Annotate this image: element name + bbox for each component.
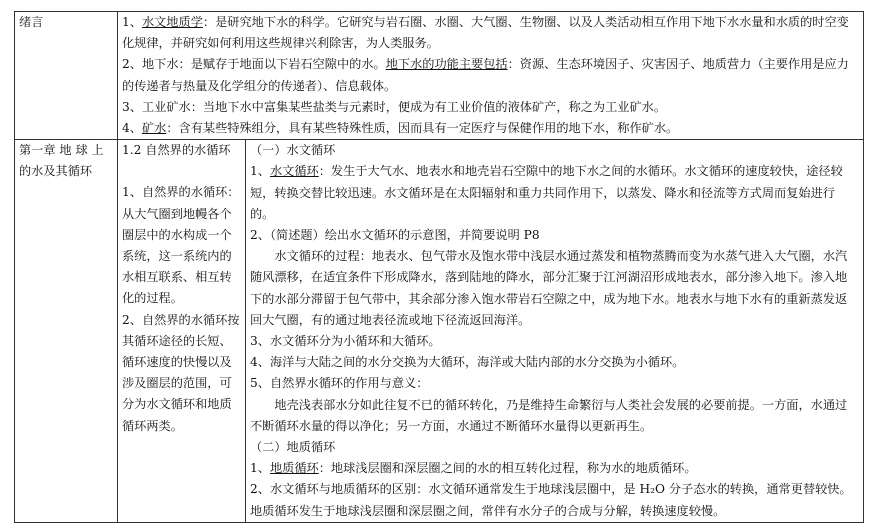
intro-item-1 bbox=[122, 12, 859, 54]
item-number: 1、 bbox=[250, 164, 270, 179]
notes-table bbox=[14, 11, 864, 523]
item-text: 地下水：是赋存于地面以下岩石空隙中的水。 bbox=[141, 57, 386, 72]
chapter1-heading: 第一章 地 球 上的水及其循环 bbox=[15, 140, 118, 523]
item-text: ：地球浅层圈和深层圈之间的水的相互转化过程，称为水的地质循环。 bbox=[318, 461, 697, 476]
hydro-process: 水文循环的过程：地表水、包气带水及饱水带中浅层水通过蒸发和植物蒸腾而变为水蒸气进入大气圈，水汽随风漂移，在适宜条件下形成降水，落到陆地的降水，部分汇聚于江河湖沼形成地表水，部分渗入地下。渗入地下的水部分滞留于包气带中，其余部分渗入饱水带岩石空隙之中，成为地下水。地表水与地下水有的重新蒸发返回大气圈，有的通过地表径流或地下径流返回海洋。 bbox=[250, 249, 848, 327]
intro-heading: 绪言 bbox=[15, 12, 118, 140]
item-number: 3、 bbox=[122, 99, 142, 114]
intro-row bbox=[15, 12, 864, 140]
hydro-item-5: 5、自然界水循环的作用与意义： bbox=[250, 376, 429, 391]
item-text: 工业矿水：当地下水中富集某些盐类与元素时，便成为有工业价值的液体矿产，称之为工业矿水。 bbox=[141, 99, 667, 114]
item-term: 水文循环 bbox=[269, 164, 319, 179]
item-number: 2、 bbox=[122, 57, 142, 72]
item-text: ：是研究地下水的科学。它研究与岩石圈、水圈、大气圈、生物圈、以及人类活动相互作用下地下水水量和水质的时空变化规律，并研究如何利用这些规律兴利除害，为人类服务。 bbox=[122, 15, 849, 51]
hydro-title: （一）水文循环 bbox=[250, 143, 336, 158]
intro-content bbox=[118, 12, 864, 140]
section-title: 1.2 自然界的水循环 bbox=[122, 143, 231, 158]
geo-title: （二）地质循环 bbox=[250, 440, 336, 455]
intro-item-3 bbox=[122, 97, 859, 118]
geo-item-1 bbox=[250, 458, 859, 479]
chapter1-row bbox=[15, 140, 864, 523]
hydro-item-2: 2、（简述题）绘出水文循环的示意图，并简要说明 P8 bbox=[250, 228, 540, 243]
intro-item-4 bbox=[122, 118, 859, 139]
hydro-significance: 地壳浅表部水分如此往复不已的循环转化，乃是维持生命繁衍与人类社会发展的必要前提。一方面，水通过不断循环水量的得以净化；另一方面，水通过不断循环水量得以更新再生。 bbox=[250, 397, 848, 433]
hydro-item-3: 3、水文循环分为小循环和大循环。 bbox=[250, 334, 441, 349]
item-term: 地下水的功能主要包括 bbox=[385, 57, 508, 72]
summary-1: 1、自然界的水循环：从大气圈到地幔各个圈层中的水构成一个系统，这一系统内的水相互联系、相互转化的过程。 bbox=[122, 185, 240, 306]
item-term: 水文地质学 bbox=[141, 15, 203, 29]
item-text: ：资源、生态环境因子、灾害因子、地质营力（主要作用是应力的传递者与热量及化学组分的传递者）、信息载体。 bbox=[122, 57, 849, 93]
item-text: ：发生于大气水、地表水和地壳岩石空隙中的地下水之间的水循环。水文循环的速度较快，途径较短，转换交替比较迅速。水文循环是在太阳辐射和重力共同作用下，以蒸发、降水和径流等方式周而复始进行的。 bbox=[250, 164, 843, 221]
intro-item-2 bbox=[122, 54, 859, 96]
chapter1-detail bbox=[246, 140, 864, 523]
item-text: ：含有某些特殊组分，具有某些特殊性质，因而具有一定医疗与保健作用的地下水，称作矿水。 bbox=[166, 121, 679, 136]
summary-2: 2、自然界的水循环按其循环途径的长短、循环速度的快慢以及涉及圈层的范围，可分为水文循环和地质循环两类。 bbox=[122, 312, 240, 433]
item-number: 1、 bbox=[122, 15, 142, 29]
geo-item-2: 2、水文循环与地质循环的区别：水文循环通常发生于地球浅层圈中，是 H₂O 分子态水的转换，通常更替较快。地质循环发生于地球浅层圈和深层圈之间，常伴有水分子的合成与分解，转换速度较慢。 bbox=[250, 482, 852, 518]
spacer bbox=[122, 161, 241, 182]
item-term: 矿水 bbox=[141, 121, 167, 136]
hydro-item-4: 4、海洋与大陆之间的水分交换为大循环，海洋或大陆内部的水分交换为小循环。 bbox=[250, 355, 685, 370]
item-number: 1、 bbox=[250, 461, 270, 476]
item-number: 4、 bbox=[122, 121, 142, 136]
item-term: 地质循环 bbox=[269, 461, 319, 476]
chapter1-summary bbox=[118, 140, 246, 523]
hydro-item-1 bbox=[250, 161, 859, 225]
